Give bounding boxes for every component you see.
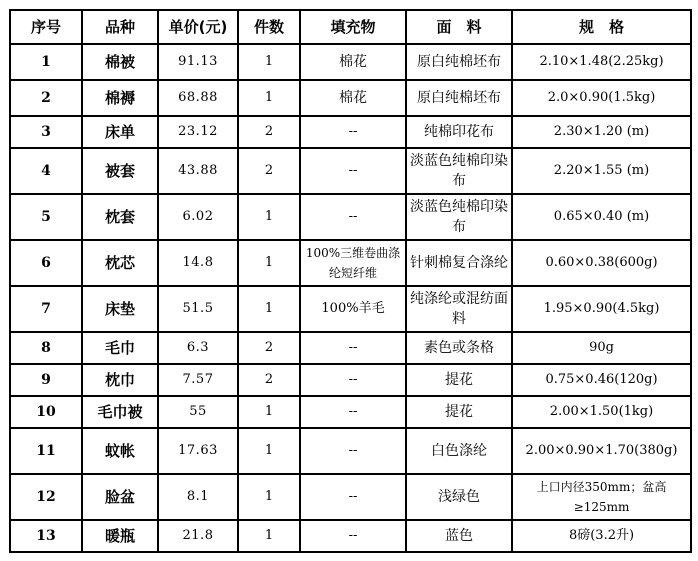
cell-fabric: 淡蓝色纯棉印染布 [406,194,512,240]
bedding-items-table [9,9,692,553]
table-row [10,364,691,396]
header-price: 单价(元) [158,10,238,44]
cell-fill: -- [300,520,406,552]
cell-fill: -- [300,194,406,240]
cell-fill: -- [300,364,406,396]
cell-qty: 1 [238,428,300,474]
cell-fabric: 蓝色 [406,520,512,552]
cell-qty: 1 [238,80,300,116]
cell-fill: 棉花 [300,80,406,116]
cell-no: 2 [10,80,82,116]
cell-no: 11 [10,428,82,474]
cell-qty: 1 [238,396,300,428]
cell-price: 91.13 [158,44,238,80]
cell-fill: 棉花 [300,44,406,80]
cell-name: 床垫 [82,286,158,332]
cell-fill: -- [300,116,406,148]
cell-price: 6.02 [158,194,238,240]
cell-name: 枕套 [82,194,158,240]
cell-spec: 2.0×0.90(1.5kg) [512,80,691,116]
table-row [10,428,691,474]
cell-spec: 0.60×0.38(600g) [512,240,691,286]
cell-fabric: 针刺棉复合涤纶 [406,240,512,286]
header-qty: 件数 [238,10,300,44]
cell-name: 蚊帐 [82,428,158,474]
cell-fill: -- [300,332,406,364]
cell-spec: 1.95×0.90(4.5kg) [512,286,691,332]
cell-no: 13 [10,520,82,552]
cell-no: 3 [10,116,82,148]
header-row [10,10,691,44]
cell-price: 21.8 [158,520,238,552]
cell-no: 10 [10,396,82,428]
table-row [10,116,691,148]
cell-spec: 8磅(3.2升) [512,520,691,552]
cell-name: 被套 [82,148,158,194]
header-spec: 规 格 [512,10,691,44]
cell-spec: 2.30×1.20 (m) [512,116,691,148]
header-no: 序号 [10,10,82,44]
cell-no: 4 [10,148,82,194]
table-row [10,194,691,240]
cell-fabric: 素色或条格 [406,332,512,364]
cell-fabric: 提花 [406,364,512,396]
cell-name: 棉褥 [82,80,158,116]
cell-fill: -- [300,428,406,474]
cell-spec: 2.00×1.50(1kg) [512,396,691,428]
table-row [10,396,691,428]
cell-fill: -- [300,396,406,428]
cell-no: 7 [10,286,82,332]
cell-name: 枕芯 [82,240,158,286]
cell-price: 23.12 [158,116,238,148]
cell-no: 5 [10,194,82,240]
cell-qty: 2 [238,116,300,148]
cell-price: 55 [158,396,238,428]
cell-qty: 1 [238,474,300,520]
cell-spec: 0.65×0.40 (m) [512,194,691,240]
cell-fabric: 白色涤纶 [406,428,512,474]
cell-spec: 2.20×1.55 (m) [512,148,691,194]
cell-fabric: 纯涤纶或混纺面料 [406,286,512,332]
cell-spec: 90g [512,332,691,364]
cell-qty: 1 [238,520,300,552]
cell-fill: 100%羊毛 [300,286,406,332]
table-row [10,332,691,364]
cell-name: 脸盆 [82,474,158,520]
cell-price: 8.1 [158,474,238,520]
cell-name: 棉被 [82,44,158,80]
cell-qty: 1 [238,44,300,80]
cell-qty: 2 [238,364,300,396]
cell-spec: 2.00×0.90×1.70(380g) [512,428,691,474]
cell-spec: 2.10×1.48(2.25kg) [512,44,691,80]
table-row [10,240,691,286]
table-row [10,80,691,116]
cell-fill: 100%三维卷曲涤纶短纤维 [300,240,406,286]
cell-price: 6.3 [158,332,238,364]
table-row [10,44,691,80]
cell-no: 8 [10,332,82,364]
cell-fabric: 提花 [406,396,512,428]
cell-price: 17.63 [158,428,238,474]
header-fabric: 面 料 [406,10,512,44]
header-name: 品种 [82,10,158,44]
cell-fabric: 纯棉印花布 [406,116,512,148]
cell-fabric: 原白纯棉坯布 [406,80,512,116]
cell-price: 51.5 [158,286,238,332]
cell-price: 68.88 [158,80,238,116]
table-row [10,286,691,332]
cell-fill: -- [300,148,406,194]
cell-qty: 1 [238,286,300,332]
cell-name: 暖瓶 [82,520,158,552]
cell-no: 6 [10,240,82,286]
cell-qty: 1 [238,240,300,286]
cell-qty: 2 [238,332,300,364]
cell-qty: 1 [238,194,300,240]
cell-fabric: 浅绿色 [406,474,512,520]
cell-spec: 0.75×0.46(120g) [512,364,691,396]
cell-name: 毛巾 [82,332,158,364]
cell-price: 7.57 [158,364,238,396]
cell-price: 43.88 [158,148,238,194]
table-row [10,474,691,520]
cell-name: 枕巾 [82,364,158,396]
cell-fabric: 淡蓝色纯棉印染布 [406,148,512,194]
table-row [10,148,691,194]
table-row [10,520,691,552]
cell-qty: 2 [238,148,300,194]
cell-price: 14.8 [158,240,238,286]
cell-spec: 上口内径350mm；盆高≥125mm [512,474,691,520]
cell-fabric: 原白纯棉坯布 [406,44,512,80]
cell-no: 12 [10,474,82,520]
cell-fill: -- [300,474,406,520]
cell-name: 毛巾被 [82,396,158,428]
header-fill: 填充物 [300,10,406,44]
cell-no: 9 [10,364,82,396]
cell-name: 床单 [82,116,158,148]
cell-no: 1 [10,44,82,80]
